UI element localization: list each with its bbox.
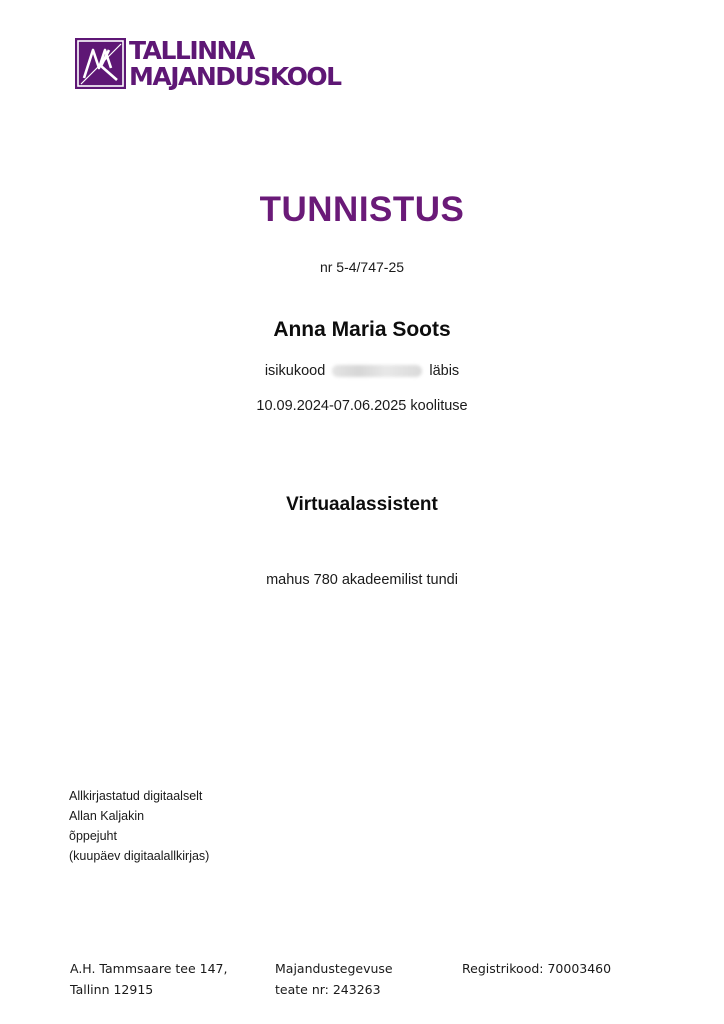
document-number: nr 5-4/747-25 — [319, 259, 405, 275]
logo-line-1: TALLINNA — [129, 36, 254, 65]
footer-address-line-1: A.H. Tammsaare tee 147, — [70, 961, 228, 976]
logo-mark-icon — [75, 38, 126, 89]
completion-word: läbis — [429, 363, 460, 379]
footer-license — [275, 958, 393, 1000]
footer-address — [70, 958, 227, 1000]
footer-registry-code: Registrikood: 70003460 — [462, 961, 612, 976]
personal-id-label: isikukood — [264, 363, 326, 379]
document-title: TUNNISTUS — [259, 190, 465, 229]
logo-wordmark — [129, 38, 341, 89]
recipient-name: Anna Maria Soots — [273, 318, 451, 341]
footer-license-line-2: teate nr: 243263 — [275, 982, 381, 997]
signature-block — [69, 786, 209, 866]
training-period: 10.09.2024-07.06.2025 koolituse — [256, 398, 468, 414]
training-volume: mahus 780 akadeemilist tundi — [266, 572, 458, 588]
program-name: Virtuaalassistent — [286, 494, 438, 515]
personal-id-line — [0, 363, 724, 379]
redacted-id-code — [332, 365, 422, 377]
footer-registry — [462, 958, 611, 979]
footer-address-line-2: Tallinn 12915 — [70, 982, 154, 997]
school-logo — [75, 38, 341, 89]
logo-line-2: MAJANDUSKOOL — [129, 61, 341, 91]
signer-name: Allan Kaljakin — [69, 809, 145, 823]
signature-date-note: (kuupäev digitaalallkirjas) — [69, 849, 210, 863]
signature-note: Allkirjastatud digitaalselt — [69, 789, 203, 803]
signer-title: õppejuht — [69, 829, 117, 843]
footer-license-line-1: Majandustegevuse — [275, 961, 393, 976]
